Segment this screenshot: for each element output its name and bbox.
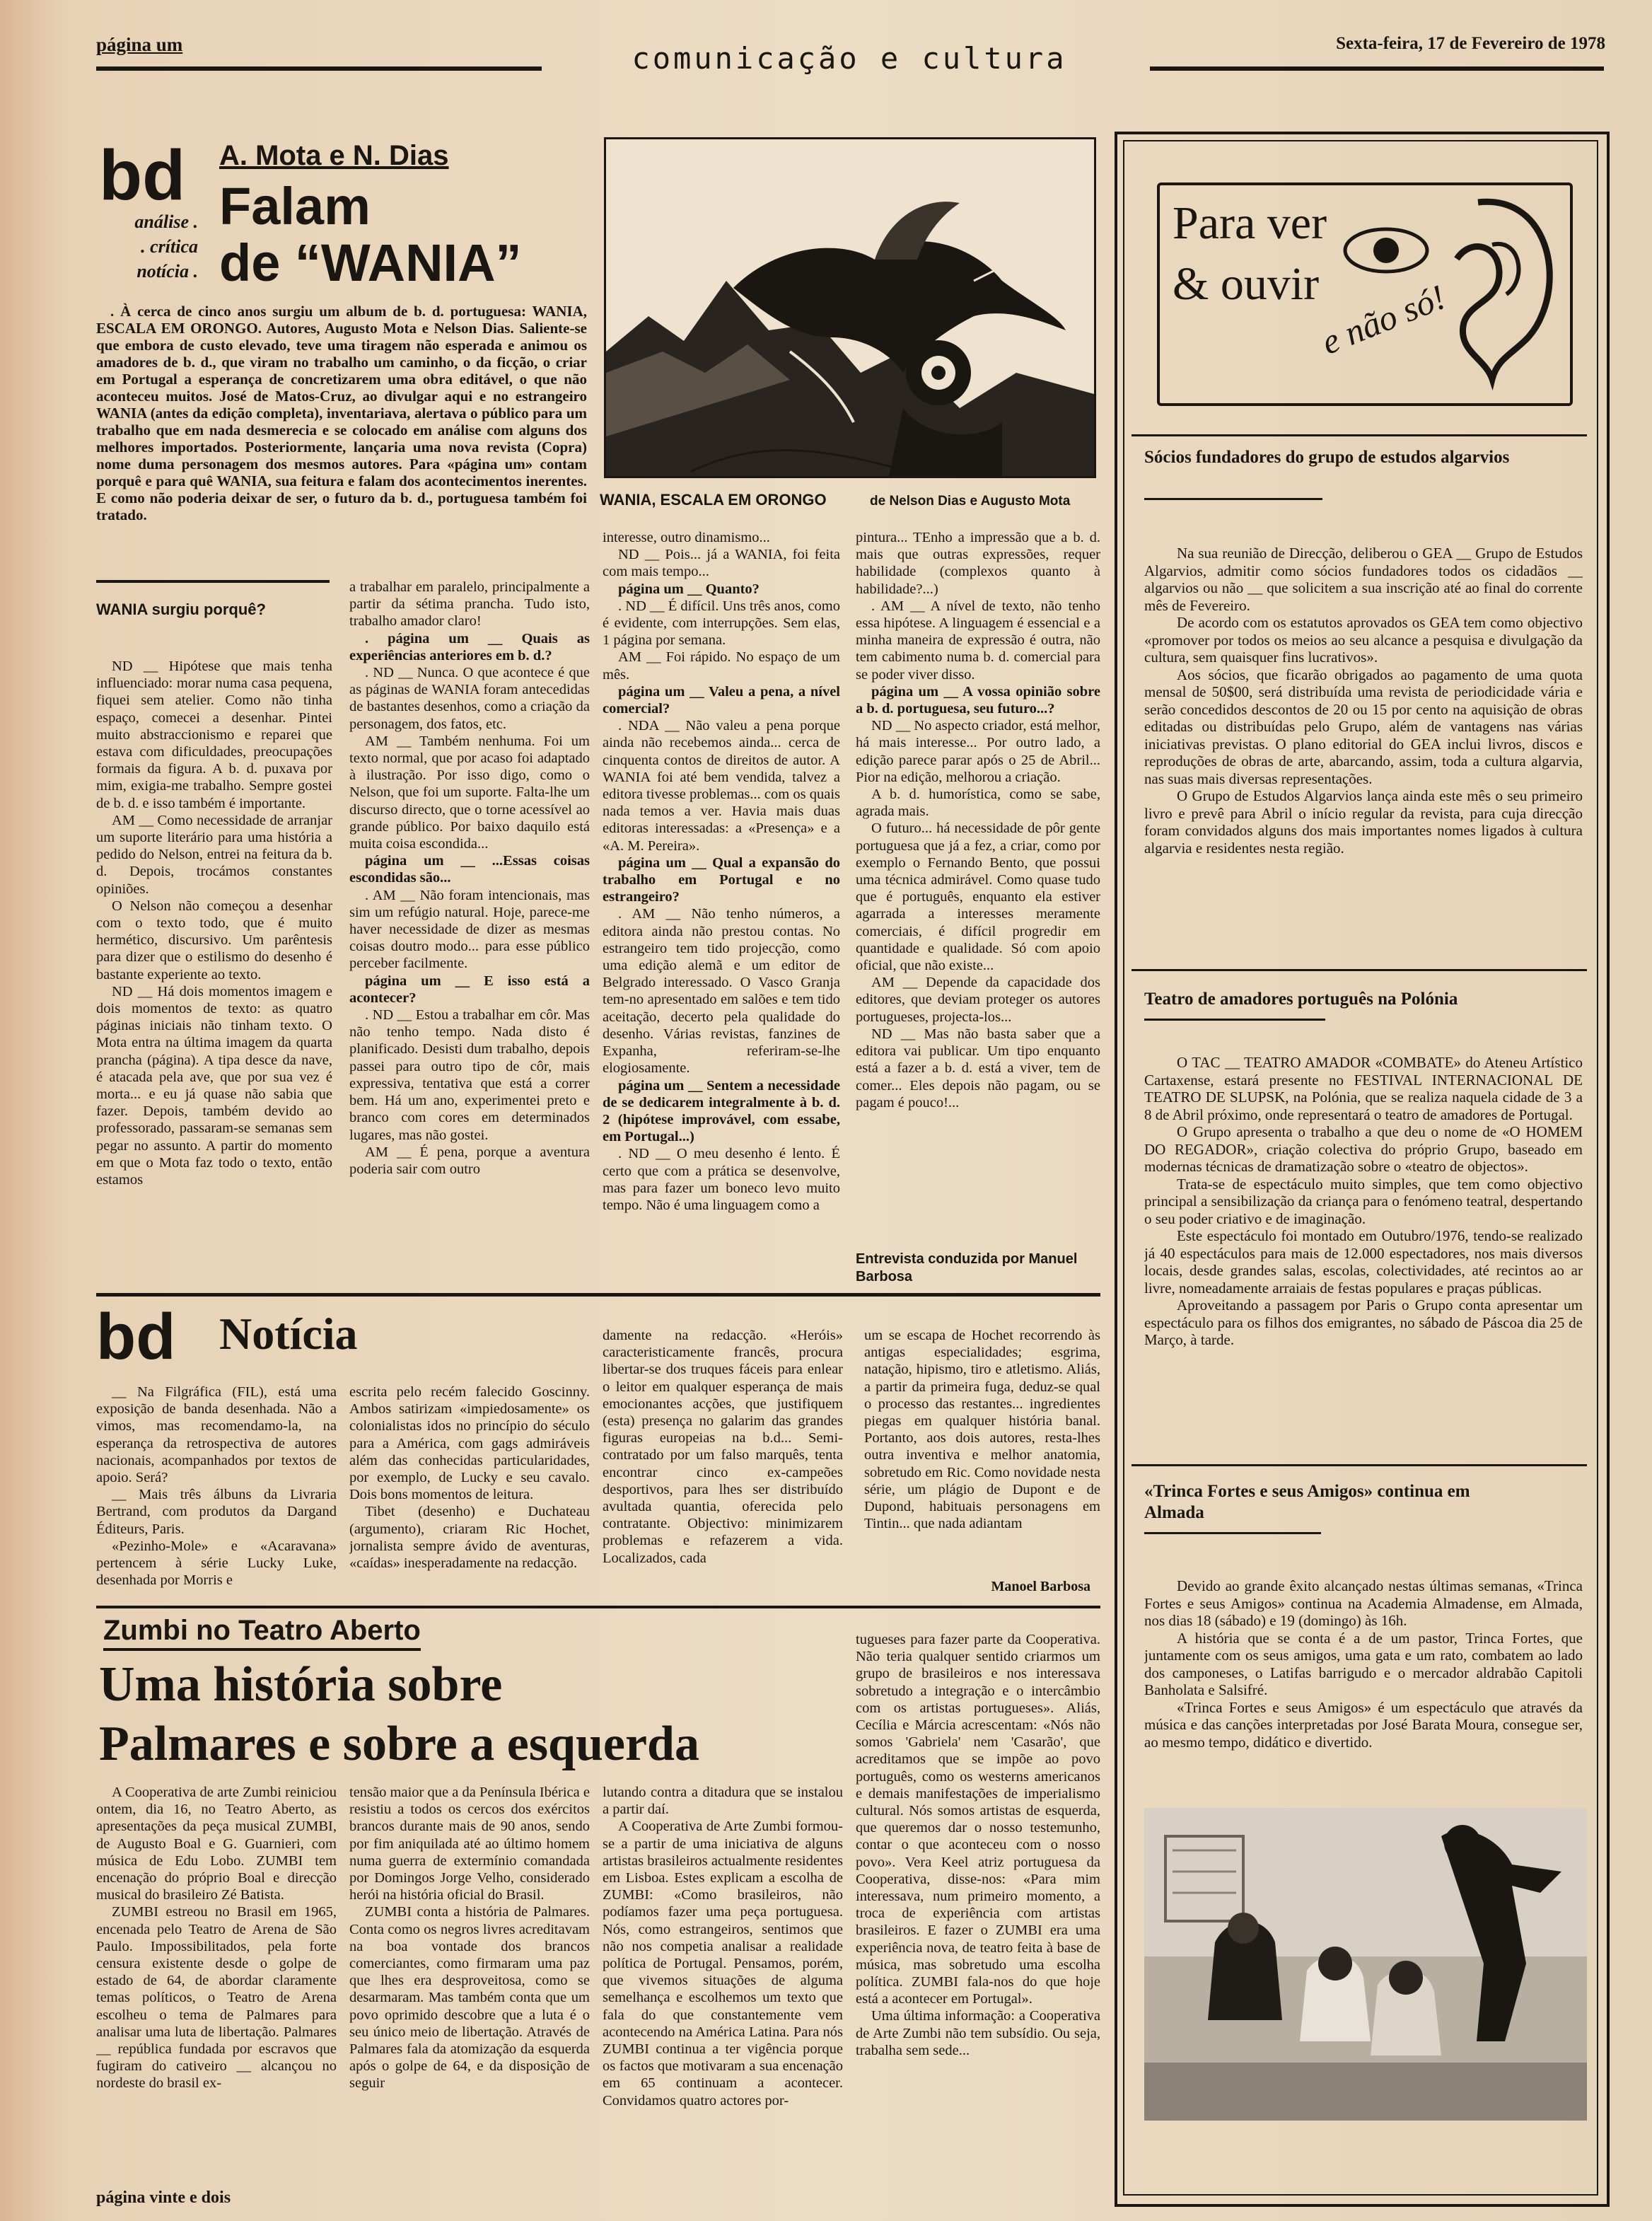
tac-body: O TAC __ TEATRO AMADOR «COMBATE» do Ateneu Artístico Cartaxense, estará presente no FESTIVAL INTERNACIONAL DE TEATRO DE SLUPSK, na Polónia, que se realiza naquela cidade de 3 a 8 de Abril próximo, onde representará o teatro de amadores de Portugal. O Grupo apresenta o trabalho a que deu o nome de «O HOMEM DO REGADOR», criação colectiva do próprio Grupo, baseado em modernas técnicas de dramatização sobre o «teatro de objectos». Trata-se de espectáculo muito simples, que tem como objectivo principal a sensibilização da criança para o fenómeno teatral, despertando o seu poder criativo e de imaginação. Este espectáculo foi montado em Outubro/1976, tendo-se realizado já 40 espectáculos para mais de 12.000 espectadores, nos mais diversos locais, desde grandes salas, escolas, colectividades, até recintos ao ar livre, nomeadamente arraiais de festas populares e praças públicas. Aproveitando a passagem por Paris o Grupo conta apresentar um espectáculo para os filhos dos emigrantes, no sábado de Páscoa dia 25 de Março, à tarde. bbox=[1144, 1054, 1583, 1348]
banner-line-1: Para ver bbox=[1173, 197, 1327, 249]
wania-subhead: WANIA surgiu porquê? bbox=[96, 601, 266, 618]
masthead-rule-right bbox=[1150, 66, 1604, 71]
trinca-body: Devido ao grande êxito alcançado nestas últimas semanas, «Trinca Fortes e seus Amigos» continua na Academia Almadense, em Almada, nos dias 18 (sábado) e 19 (domingo) às 16h. A história que se conta é a de um pastor, Trinca Fortes, que juntamente com os seus amigos, uma gata e um rato, combatem ao lado dos camponeses, o Latifas barrigudo e o mercador aldrabão Capitoli Banholata e Salsifré. «Trinca Fortes e seus Amigos» é um espectáculo que através da música e das canções interpretadas por José Barata Moura, consegue ser, ao mesmo tempo, didático e divertido. bbox=[1144, 1577, 1583, 1751]
wania-image-caption-credit: de Nelson Dias e Augusto Mota bbox=[870, 494, 1071, 509]
masthead-section: comunicação e cultura bbox=[632, 41, 1067, 76]
zumbi-column-1: A Cooperativa de arte Zumbi reiniciou ontem, dia 16, no Teatro Aberto, as apresentações da peça musical ZUMBI, de Augusto Boal e G. Guarnieri, com música de Edu Lobo. ZUMBI tem encenação do próprio Boal e direcção musical do brasileiro Zé Batista. ZUMBI estreou no Brasil em 1965, encenada pelo Teatro de Arena de São Paulo. Impossibilitados, pela forte censura existente desde o golpe de estado de 64, de abordar claramente temas políticos, o Teatro de Arena escolheu o tema de Palmares para analisar uma luta de libertação. Palmares __ república fundada por escravos que fugiram do cativeiro __ alcançou no nordeste do brasil ex- bbox=[96, 1785, 337, 2092]
eye-ear-icon bbox=[1337, 188, 1563, 393]
masthead-date: Sexta-feira, 17 de Fevereiro de 1978 bbox=[1336, 34, 1605, 53]
noticia-title: Notícia bbox=[219, 1309, 358, 1359]
gea-top-rule bbox=[1132, 434, 1587, 436]
wania-intro-rule bbox=[96, 580, 330, 583]
noticia-kicker: bd bbox=[96, 1301, 176, 1373]
zumbi-title-line1: Uma história sobre bbox=[99, 1657, 503, 1712]
gea-title: Sócios fundadores do grupo de estudos algarvios bbox=[1144, 448, 1510, 467]
tac-title: Teatro de amadores português na Polónia bbox=[1144, 990, 1458, 1009]
wania-intro: . À cerca de cinco anos surgiu um album de b. d. portuguesa: WANIA, ESCALA EM ORONGO. Autores, Augusto Mota e Nelson Dias. Saliente-se que embora de custo elevado, teve uma tiragem não esperada e animou os amadores de b. d., que viram no trabalho um caminho, o da ficção, o criar em Portugal a esperança de concretizarem uma obra editável, o que não aconteceu muitos. José de Matos-Cruz, ao divulgar aqui e no estrangeiro WANIA (antes da edição completa), inventariava, alertava o público para um trabalho que em nada desmerecia e se colocado em análise com alguns dos melhores importados. Posteriormente, lançaria uma nova revista (Copra) nome duma personagem dos mesmos autores. Para «página um» contam porquê e para quê WANIA, sua feitura e falam dos acontecimentos inerentes. E como não poderia deixar de ser, o futuro da b. d., portuguesa também foi tratado. bbox=[96, 303, 587, 523]
noticia-column-4: um se escapa de Hochet recorrendo às antigas especialidades; esgrima, natação, hipismo, tiro e atletismo. Aliás, a partir da primeira fuga, deduz-se qual o processo das restantes... ingredientes piegas em qualquer história banal. Portanto, aos dois autores, resta-lhes outra inventiva e melhor anatomia, sobretudo em Ric. Como novidade nesta série, um plágio de Dupont e de Dupond, habituais personagens em Tintin... que nada adiantam bbox=[864, 1328, 1100, 1532]
wania-column-1: ND __ Hipótese que mais tenha influenciado: morar numa casa pequena, fiquei sem atelier. Como não tinha espaço, comecei a desenhar. Pintei muito abstraccionismo e reparei que estava com dificuldades, preocupações formais da figura. A b. d. puxava por mim, exigia-me trabalho. Sempre gostei de b. d. e isso também é importante. AM __ Como necessidade de arranjar um suporte literário para uma história a pedido do Nelson, entrei na feitura da b. d. Depois, trocámos constantes opiniões. O Nelson não começou a desenhar com o texto todo, que é muito hermético, discursivo. Um parêntesis para dizer que o estilismo do desenho é bastante experiente ao texto. ND __ Há dois momentos imagem e dois momentos de texto: as quatro páginas iniciais não tinham texto. O Mota entra na última imagem da quarta prancha (página). A tipa desce da nave, é atacada pela ave, que por sua vez é morta... e eu já quase não sabia que fazer. Depois, também devido ao professorado, passaram-se semanas sem pegar no assunto. A partir do momento em que o Mota faz todo o texto, então estamos bbox=[96, 659, 332, 1188]
wania-illustration bbox=[604, 137, 1096, 478]
gea-title-rule bbox=[1144, 498, 1322, 500]
gea-body: Na sua reunião de Direcção, deliberou o GEA __ Grupo de Estudos Algarvios, admitir como sócios fundadores todos os cidadãos __ algarvios ou não __ que solicitem a sua inscrição até ao final do corrente mês de Fevereiro. De acordo com os estatutos aprovados os GEA tem como objectivo «promover por todos os meios ao seu alcance a pesquisa e divulgação da cultura, sem quaisquer fins lucrativos». Aos sócios, que ficarão obrigados ao pagamento de uma quota mensal de 50$00, será distribuída uma revista de periodicidade vária e serão concedidos descontos de 20 ou 15 por cento na aquisição de obras editadas ou distribuídas pelo Grupo, além de vantagens nas várias iniciativas previstas. O plano editorial do GEA inclui livros, discos e reproduções de obras de arte, abarcando, assim, toda a cultura algarvia, nas suas mais diversas representações. O Grupo de Estudos Algarvios lança ainda este mês o seu primeiro livro e prevê para Abril o início regular da revista, para cuja direcção foram convidados alguns dos mais importantes nomes ligados à cultura algarvia e residentes nesta região. bbox=[1144, 545, 1583, 857]
noticia-column-3: damente na redacção. «Heróis» caracteristicamente francês, procura libertar-se dos truques fáceis para enlear o leitor em qualquer esperança de mais emocionantes acções, que justifiquem (esta) presença no galarim das grandes figuras europeias na b.d... Semi-contratado por um falso marquês, tenta encontrar cinco ex-campeões desportivos, para lhes ser distribuído avultada quantia, oferecida pelo contratante. Objectivo: minimizarem problemas e refazerem a vida. Localizados, cada bbox=[603, 1328, 843, 1566]
noticia-signature: Manoel Barbosa bbox=[991, 1579, 1090, 1594]
noticia-column-1: __ Na Filgráfica (FIL), está uma exposição de banda desenhada. Não a vimos, mas recomendamo-la, na esperança da retrospectiva de autores nacionais, acompanhados por textos de apoio. Será? __ Mais três álbuns da Livraria Bertrand, com produtos da Dargand Éditeurs, Paris. «Pezinho-Mole» e «Acaravana» pertencem à série Lucky Luke, desenhada por Morris e bbox=[96, 1384, 337, 1589]
wania-title-line1: Falam bbox=[219, 177, 371, 236]
zumbi-column-2: tensão maior que a da Península Ibérica e resistiu a todos os cercos dos exércitos brancos durante mais de 90 anos, sendo por fim aniquilada até ao último homem numa guerra de extermínio comandada por Domingos Jorge Velho, considerado herói na história oficial do Brasil. ZUMBI conta a história de Palmares. Conta como os negros livres acreditavam na boa vontade dos brancos comerciantes, como firmaram uma paz que lhes era desproveitosa, como se desarmaram. Mas também conta que um povo oprimido descobre que a luta é o seu único meio de libertação. Através de Palmares fala da atomização da esquerda após o golpe de 64, e da disposição de seguir bbox=[349, 1785, 590, 2092]
zumbi-title-line2: Palmares e sobre a esquerda bbox=[99, 1717, 699, 1771]
wania-interview-credit: Entrevista conduzida por Manuel Barbosa bbox=[856, 1251, 1078, 1285]
trinca-title: «Trinca Fortes e seus Amigos» continua em Almada bbox=[1144, 1482, 1470, 1522]
wania-bottom-rule bbox=[96, 1293, 1100, 1297]
banner-line-2: & ouvir bbox=[1173, 258, 1320, 310]
wania-kicker: bd bbox=[99, 136, 186, 215]
noticia-column-2: escrita pelo recém falecido Goscinny. Ambos satirizam «impiedosamente» os colonialistas idos no princípio do século para a América, com gags admiráveis além das conhecidas particularidades, por exemplo, de Lucky e seu cavalo. Dois bons momentos de leitura. Tibet (desenho) e Duchateau (argumento), criaram Ric Hochet, jornalista sempre ávido de aventuras, «caídas» inesperadamente na redacção. bbox=[349, 1384, 590, 1572]
wania-image-caption-title: WANIA, ESCALA EM ORONGO bbox=[600, 491, 827, 509]
sidebar-banner bbox=[1157, 182, 1573, 406]
tac-top-rule bbox=[1132, 969, 1587, 971]
wania-title-line2: de “WANIA” bbox=[219, 233, 522, 292]
banner-line-3: e não só! bbox=[1315, 277, 1451, 362]
trinca-title-rule bbox=[1144, 1532, 1321, 1534]
wania-column-3: interesse, outro dinamismo... ND __ Pois... já a WANIA, foi feita com mais tempo... página um __ Quanto? . ND __ É difícil. Uns três anos, como é evidente, com interrupções. Sem elas, 1 página por semana. AM __ Foi rápido. No espaço de um mês. página um __ Valeu a pena, a nível comercial? . NDA __ Não valeu a pena porque ainda não recebemos ainda... cerca de cinquenta contos de direitos de autor. A WANIA foi até bem vendida, talvez a editora tivesse problemas... com os quais nada temos a ver. Havia mais duas editoras interessadas: a «Presença» e a «A. M. Pereira». página um __ Qual a expansão do trabalho em Portugal e no estrangeiro? . AM __ Não tenho números, a editora ainda não prestou contas. No estrangeiro tem tido projecção, como uma edição alemã e um editor de Belgrado interessado. O Vasco Granja tem-no apresentado em salões e tem tido aceitação, decerto pela qualidade do desenho. Várias revistas, fanzines de Expanha, referiram-se-lhe elogiosamente. página um __ Sentem a necessidade de se dedicarem integralmente à b. d. 2 (hipótese improvável, com essabe, em Portugal...) . ND __ O meu desenho é lento. É certo que com a prática se desenvolve, mas para fazer um boneco levo muito tempo. Não é uma linguagem como a bbox=[603, 530, 840, 1213]
masthead-pagina: página um bbox=[96, 34, 183, 55]
zumbi-column-3: lutando contra a ditadura que se instalou a partir daí. A Cooperativa de Arte Zumbi formou-se a partir de uma iniciativa de alguns artistas brasileiros actualmente residentes em Lisboa. Estes explicam a escolha de ZUMBI: «Como brasileiros, não podíamos fazer uma peça portuguesa. Nós, como estrangeiros, sentimos que não nos competia analisar a realidade política de Portugal. Pensamos, porém, que vivemos situações de alguma semelhança e escolhemos um texto que fala do que constantemente vem acontecendo na América Latina. Para nós ZUMBI continua a ter vigência porque os factos que motivaram a sua encenação em 65 continuam a acontecer. Convidamos quatro actores por- bbox=[603, 1785, 843, 2109]
tac-title-rule bbox=[1144, 1019, 1325, 1021]
noticia-bottom-rule bbox=[96, 1606, 1100, 1608]
wania-byline: A. Mota e N. Dias bbox=[219, 140, 449, 171]
masthead-rule-left bbox=[96, 66, 542, 71]
zumbi-kicker: Zumbi no Teatro Aberto bbox=[103, 1613, 421, 1651]
trinca-top-rule bbox=[1132, 1464, 1587, 1466]
zumbi-column-4: tugueses para fazer parte da Cooperativa. Não teria qualquer sentido criarmos um grupo de brasileiros e nos interessava sobretudo a integração e o intercâmbio com os artistas portugueses». Aliás, Cecília e Márcia acrescentam: «Nós não somos 'Gabriela' nem 'Casarão', que acreditamos que se impõe ao povo português, como os westerns americanos e demais manifestações de imperialismo cultural. Nós somos artistas de esquerda, que queremos dar o nosso testemunho, contar o que aconteceu com o nosso povo». Vera Keel atriz portuguesa da Cooperativa, disse-nos: «Para mim interessava, num primeiro momento, a troca de experiência com artistas brasileiros. E fazer o ZUMBI era uma experiência nova, de teatro feita à base de música, mas sobretudo uma escolha política. ZUMBI fala-nos do que hoje está a acontecer em Portugal». Uma última informação: a Cooperativa de Arte Zumbi não tem subsídio. Ou seja, trabalha sem sede... bbox=[856, 1632, 1100, 2058]
trinca-photo bbox=[1144, 1808, 1587, 2121]
wania-column-2: a trabalhar em paralelo, principalmente a partir da sétima prancha. Tudo isto, trabalho amador claro! . página um __ Quais as experiências anteriores em b. d.? . ND __ Nunca. O que acontece é que as páginas de WANIA foram antecedidas de bastantes desenhos, como a criação da personagem, dos fatos, etc. AM __ Também nenhuma. Foi um texto normal, que por acaso foi adaptado à ilustração. Por isso digo, como o Nelson, que foi um suporte. Falta-lhe um discurso directo, que o torne acessível ao grande público. Por baixo daquilo está muita coisa escondida... página um __ ...Essas coisas escondidas são... . AM __ Não foram intencionais, mas sim um refúgio natural. Hoje, parece-me haver necessidade de dizer as mesmas coisas doutro modo... para esse público perceber facilmente. página um __ E isso está a acontecer? . ND __ Estou a trabalhar em côr. Mas não tenho tempo. Nada disto é planificado. Desisti dum trabalho, depois passei para outro tipo de côr, mais expressiva, tentativa que está a correr bem. Há um ano, experimentei preto e branco com cores em determinados lugares, mas não gostei. AM __ É pena, porque a aventura poderia sair com outro bbox=[349, 579, 590, 1177]
wania-subkicker: análise . . crítica notícia . bbox=[134, 211, 198, 282]
footer-page-label: página vinte e dois bbox=[96, 2188, 231, 2207]
wania-column-4: pintura... TEnho a impressão que a b. d. mais que outras expressões, requer habilidade (complexos quanto à habilidade?...) . AM __ A nível de texto, não tenho essa hipótese. A linguagem é essencial e a minha maneira de expressão é outra, não tem cabimento numa b. d. comercial para se poder viver disso. página um __ A vossa opinião sobre a b. d. portuguesa, seu futuro...? ND __ No aspecto criador, está melhor, há mais interesse... Por outro lado, a edição parece parar após o 25 de Abril... Pior na edição, melhorou a criação. A b. d. humorística, como se sabe, agrada mais. O futuro... há necessidade de pôr gente portuguesa que já a fez, a criar, como por exemplo o Fernando Bento, que possui uma técnica admirável. Como quase tudo que é português, enquanto ela estiver agarrada a interesses meramente comerciais, é difícil progredir em quantidade e qualidade. Só com apoio oficial, que não existe... AM __ Depende da capacidade dos editores, que deviam proteger os autores portugueses, projecta-los... ND __ Mas não basta saber que a editora vai publicar. Um tipo enquanto está a fazer a b. d. está a viver, tem de comer... Eles depois não pagam, ou se pagam é pouco!... bbox=[856, 530, 1100, 1110]
